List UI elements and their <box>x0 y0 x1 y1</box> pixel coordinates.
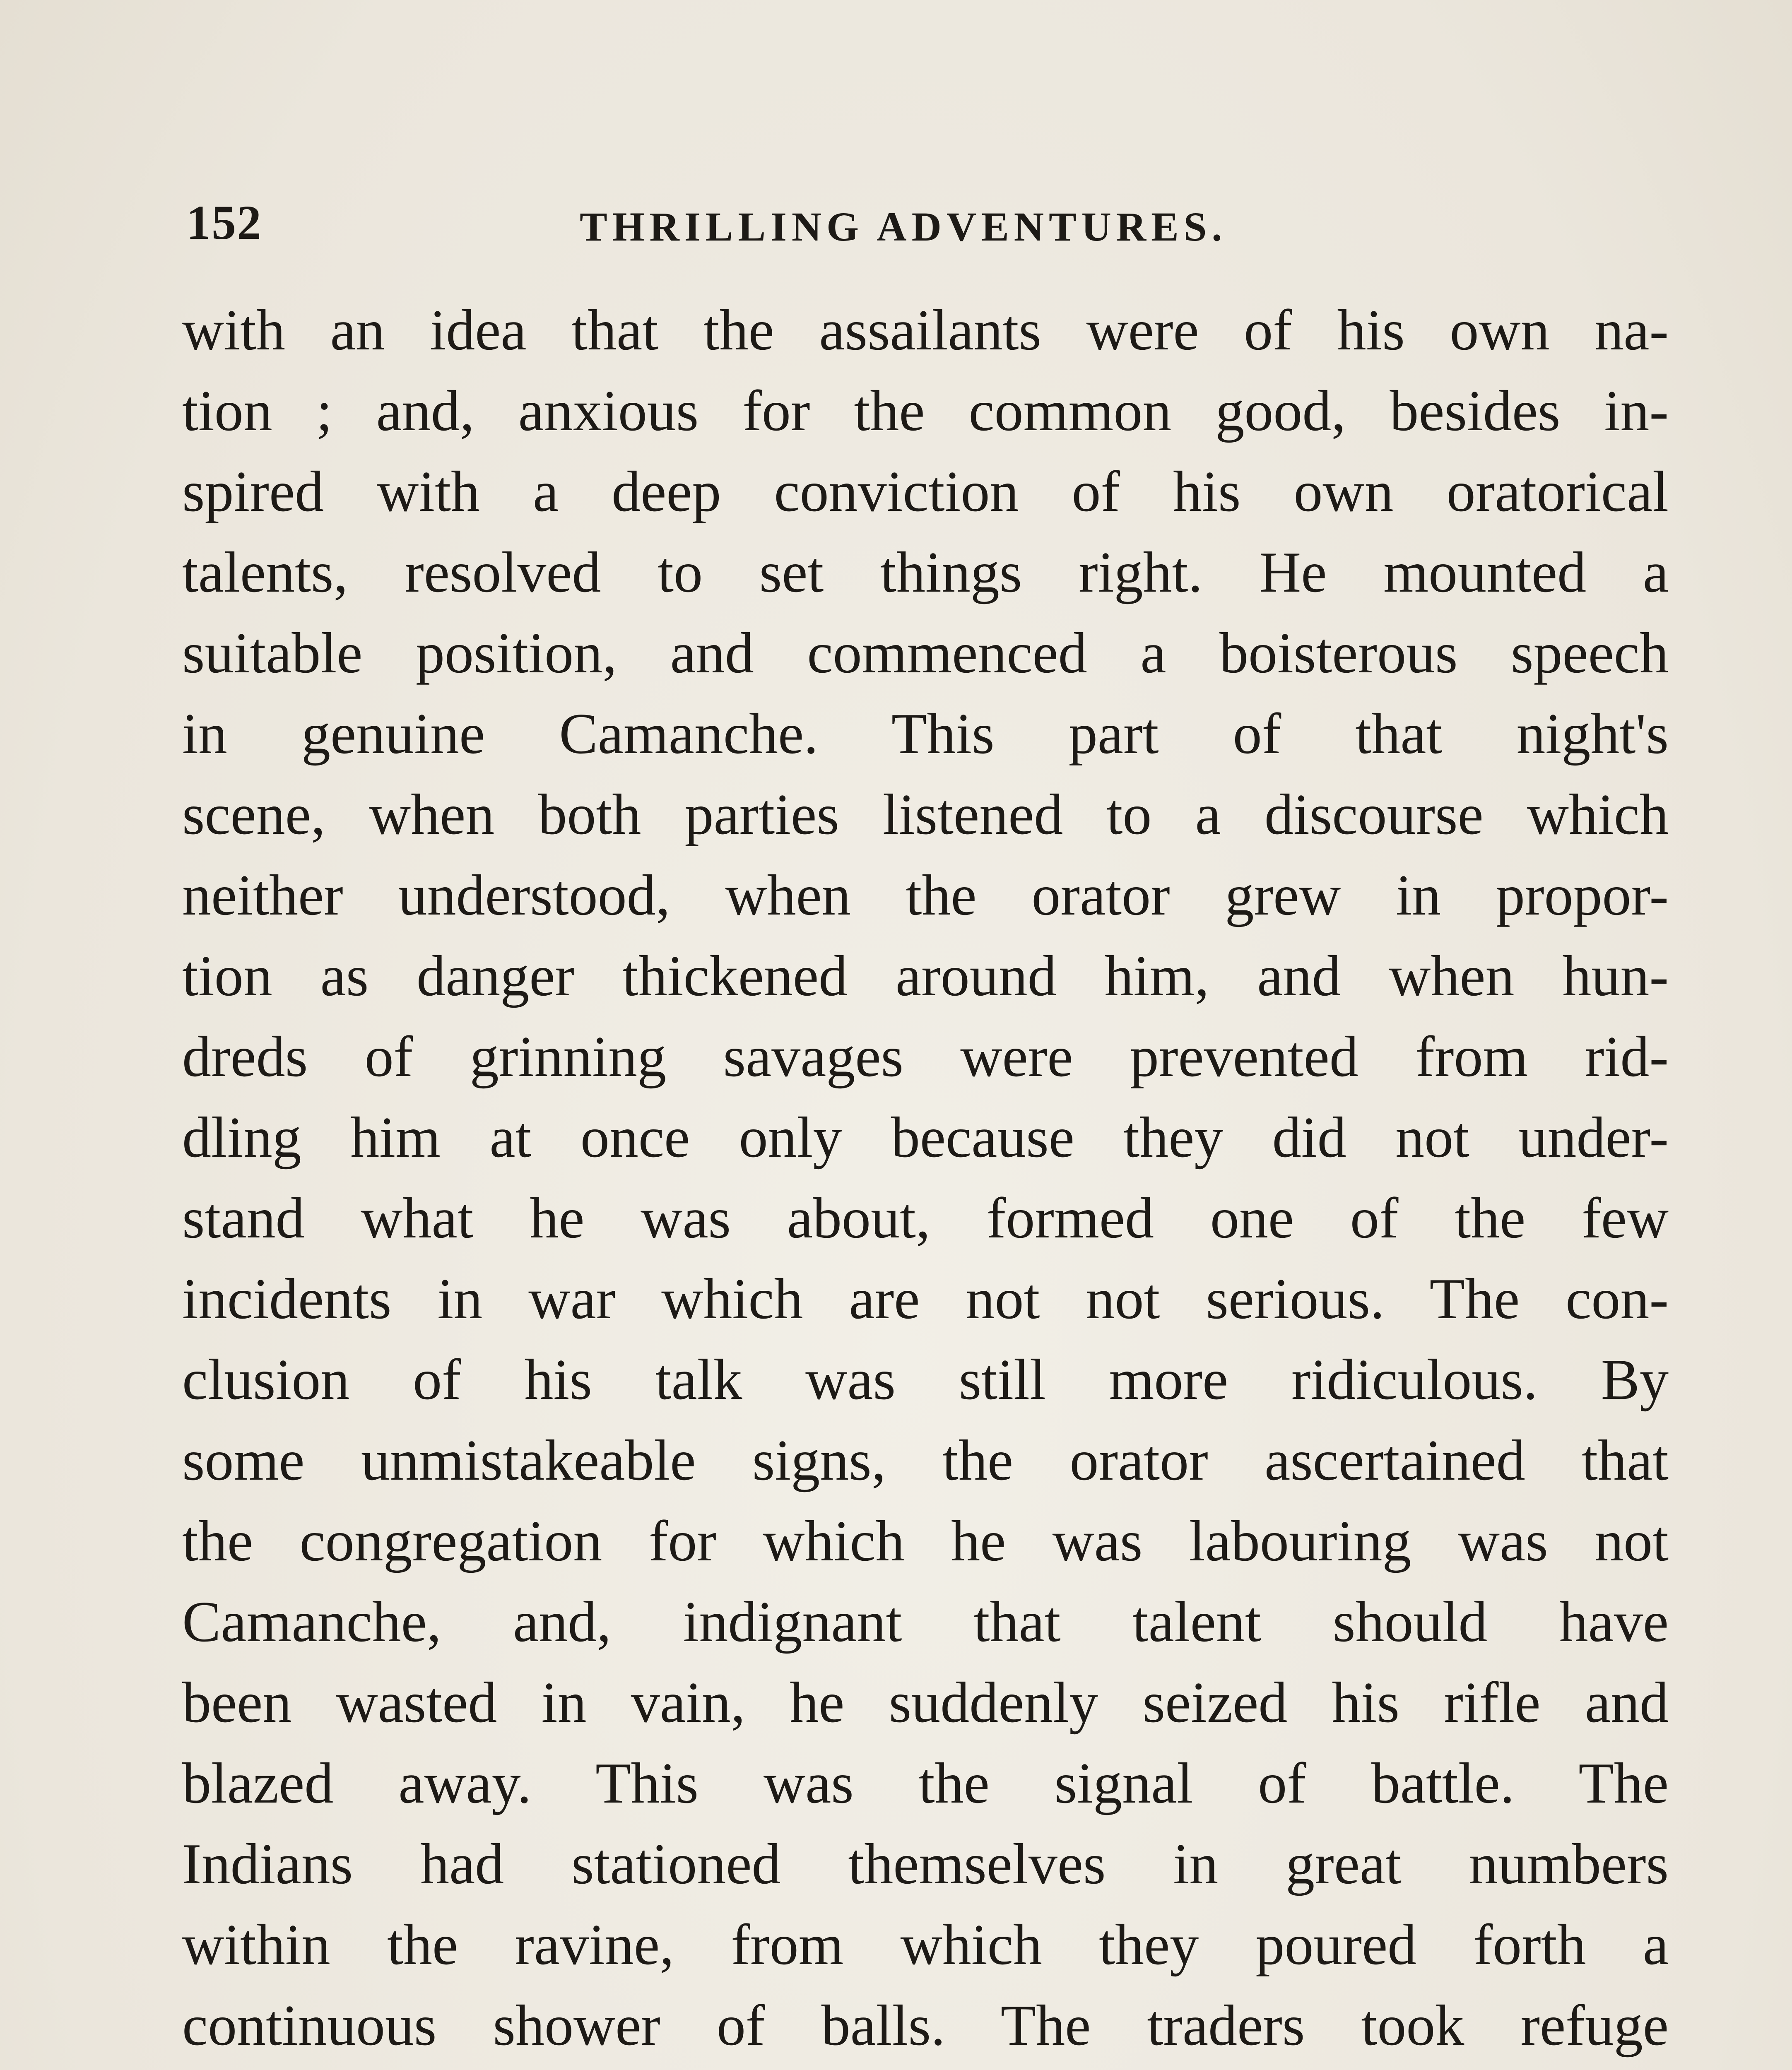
text-line: been wasted in vain, he suddenly seized his rifle and <box>182 1670 1669 1735</box>
text-line: the congregation for which he was labouring was not <box>182 1509 1669 1573</box>
running-title: THRILLING ADVENTURES. <box>580 204 1227 250</box>
text-line <box>182 2066 1669 2070</box>
text-line: in genuine Camanche. This part of that night's <box>182 702 1669 766</box>
text-line: stand what he was about, formed one of the few <box>182 1186 1669 1250</box>
text-line: tion as danger thickened around him, and when hun- <box>182 944 1669 1008</box>
text-line: with an idea that the assailants were of his own na- <box>182 298 1669 362</box>
page-number: 152 <box>186 195 262 250</box>
text-line: some unmistakeable signs, the orator ascertained that <box>182 1428 1669 1492</box>
text-line: scene, when both parties listened to a discourse which <box>182 782 1669 847</box>
text-line: continuous shower of balls. The traders took refuge <box>182 1993 1669 2058</box>
text-line: neither understood, when the orator grew in propor- <box>182 863 1669 927</box>
text-line: blazed away. This was the signal of battle. The <box>182 1751 1669 1815</box>
text-line: tion ; and, anxious for the common good, besides in- <box>182 379 1669 443</box>
text-line: spired with a deep conviction of his own oratorical <box>182 460 1669 524</box>
text-line: incidents in war which are not not serious. The con- <box>182 1267 1669 1331</box>
text-line: Indians had stationed themselves in great numbers <box>182 1832 1669 1896</box>
text-line: Camanche, and, indignant that talent should have <box>182 1590 1669 1654</box>
text-line: talents, resolved to set things right. He mounted a <box>182 540 1669 604</box>
text-line: dreds of grinning savages were prevented from rid- <box>182 1025 1669 1089</box>
text-line: suitable position, and commenced a boisterous speech <box>182 621 1669 685</box>
body-text <box>182 290 1669 2070</box>
text-line: dling him at once only because they did not under- <box>182 1105 1669 1170</box>
text-line: clusion of his talk was still more ridiculous. By <box>182 1348 1669 1412</box>
text-line: within the ravine, from which they poured forth a <box>182 1913 1669 1977</box>
running-head <box>182 195 1669 261</box>
